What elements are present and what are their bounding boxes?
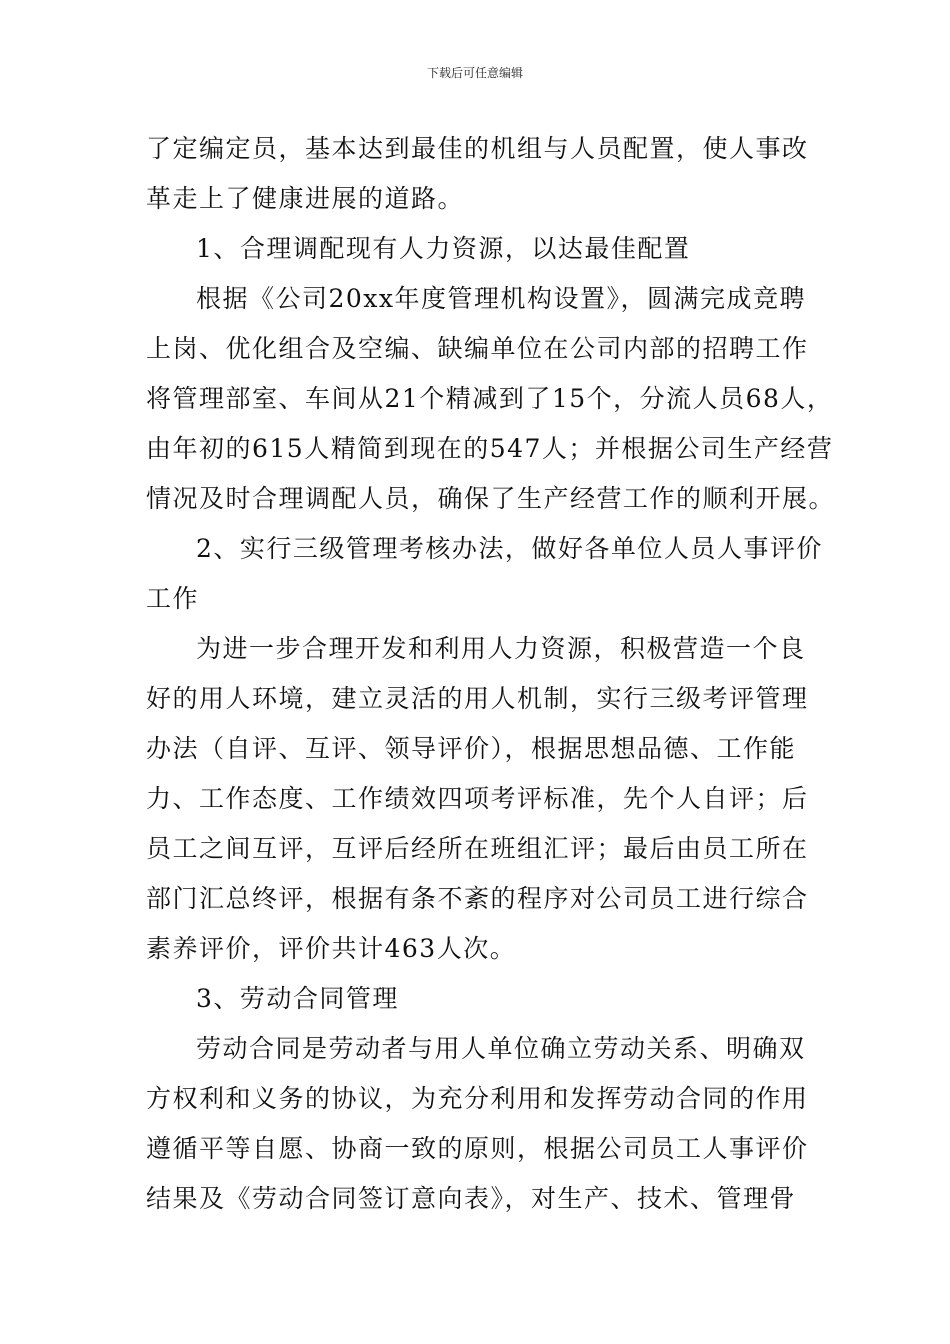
text-line: 革走上了健康进展的道路。 (146, 184, 465, 213)
text-line: 根据《公司20xx年度管理机构设置》，圆满完成竞聘 (196, 284, 807, 313)
text-line: 好的用人环境，建立灵活的用人机制，实行三级考评管理 (146, 684, 809, 713)
text-line: 由年初的615人精简到现在的547人；并根据公司生产经营 (146, 434, 834, 463)
section-heading-continued: 工作 (146, 584, 200, 613)
text-line: 结果及《劳动合同签订意向表》，对生产、技术、管理骨 (146, 1184, 797, 1213)
section-heading: 3、劳动合同管理 (196, 984, 399, 1013)
text-line: 素养评价，评价共计463人次。 (146, 934, 517, 963)
section-heading: 2、实行三级管理考核办法，做好各单位人员人事评价 (196, 534, 823, 563)
text-line: 了定编定员，基本达到最佳的机组与人员配置，使人事改 (146, 134, 809, 163)
text-line: 部门汇总终评，根据有条不紊的程序对公司员工进行综合 (146, 884, 809, 913)
text-line: 劳动合同是劳动者与用人单位确立劳动关系、明确双 (196, 1034, 806, 1063)
text-line: 力、工作态度、工作绩效四项考评标准，先个人自评；后 (146, 784, 809, 813)
text-line: 遵循平等自愿、协商一致的原则，根据公司员工人事评价 (146, 1134, 809, 1163)
text-line: 办法（自评、互评、领导评价），根据思想品德、工作能 (146, 734, 797, 763)
text-line: 情况及时合理调配人员，确保了生产经营工作的顺利开展。 (146, 484, 836, 513)
text-line: 为进一步合理开发和利用人力资源，积极营造一个良 (196, 634, 806, 663)
section-heading: 1、合理调配现有人力资源，以达最佳配置 (196, 234, 691, 263)
page-header: 下载后可任意编辑 (426, 66, 523, 80)
text-line: 上岗、优化组合及空编、缺编单位在公司内部的招聘工作 (146, 334, 809, 363)
text-line: 方权利和义务的协议，为充分利用和发挥劳动合同的作用 (146, 1084, 809, 1113)
text-line: 员工之间互评，互评后经所在班组汇评；最后由员工所在 (146, 834, 809, 863)
text-line: 将管理部室、车间从21个精减到了15个，分流人员68人， (146, 384, 834, 413)
